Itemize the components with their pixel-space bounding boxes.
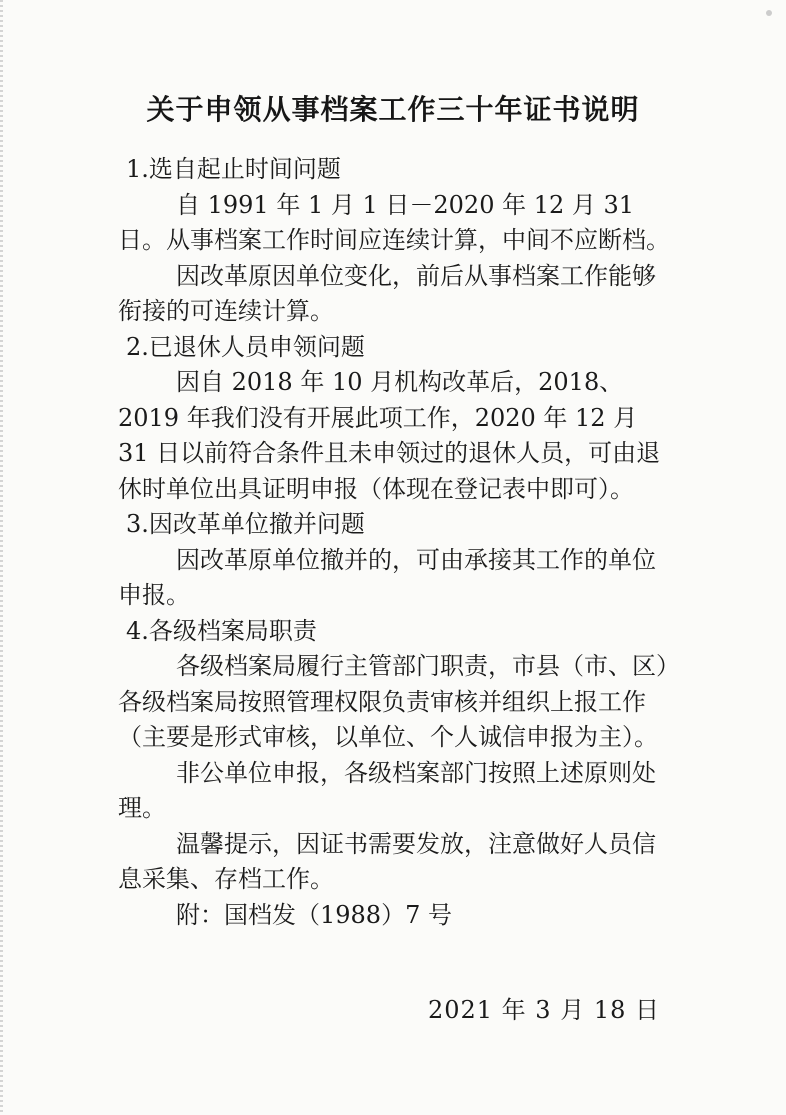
paragraph-bureau-duties: 各级档案局履行主管部门职责，市县（市、区）各级档案局按照管理权限负责审核并组织上报工作（主要是形式审核，以单位、个人诚信申报为主）。 (118, 652, 668, 751)
scan-binding-edge (0, 0, 3, 1115)
document-date: 2021 年 3 月 18 日 (427, 996, 660, 1024)
paragraph-retired-staff: 因自 2018 年 10 月机构改革后，2018、2019 年我们没有开展此项工作，2020 年 12 月 31 日以前符合条件且未申领过的退休人员，可由退休时单位出具证明申报（体现在登记表中即可）。 (118, 368, 661, 503)
document-body (118, 152, 674, 933)
paragraph-reminder: 温馨提示，因证书需要发放，注意做好人员信息采集、存档工作。 (118, 829, 656, 893)
paragraph-attachment: 附：国档发（1988）7 号 (176, 900, 452, 929)
document-title: 关于申领从事档案工作三十年证书说明 (146, 93, 640, 126)
section-heading-4: 4.各级档案局职责 (126, 616, 317, 645)
section-heading-2: 2.已退休人员申领问题 (126, 332, 365, 361)
paragraph-time-range: 自 1991 年 1 月 1 日－2020 年 12 月 31 日。从事档案工作时间应连续计算，中间不应断档。 (118, 190, 670, 254)
paragraph-continuous-calc: 因改革原因单位变化，前后从事档案工作能够衔接的可连续计算。 (118, 261, 656, 325)
scan-corner-mark (766, 10, 772, 16)
section-heading-1: 1.选自起止时间问题 (126, 155, 341, 183)
paragraph-non-public-units: 非公单位申报，各级档案部门按照上述原则处理。 (118, 758, 656, 822)
section-heading-3: 3.因改革单位撤并问题 (126, 510, 365, 538)
paragraph-merged-units: 因改革原单位撤并的，可由承接其工作的单位申报。 (118, 545, 656, 609)
